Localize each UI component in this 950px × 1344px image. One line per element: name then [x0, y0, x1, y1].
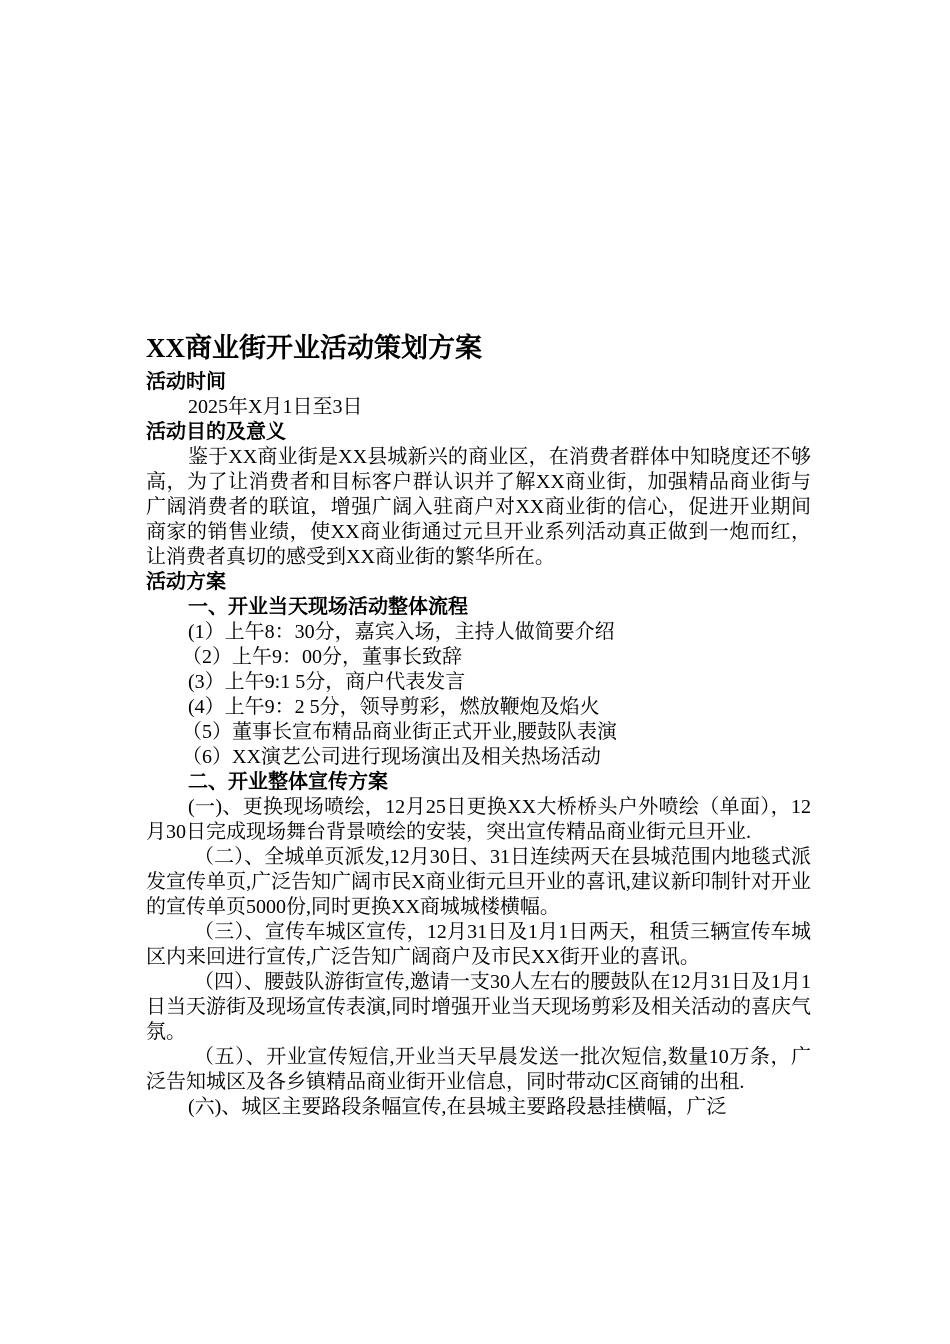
- publicity-paragraph: （二）、全城单页派发,12月30日、31日连续两天在县城范围内地毯式派发宣传单页,广泛告知广阔市民X商业街元旦开业的喜讯,建议新印制针对开业的宣传单页5000份,同时更换XX商城城楼横幅。: [146, 846, 811, 918]
- document-page: [146, 330, 811, 1120]
- section-heading-plan: 活动方案: [146, 571, 226, 593]
- document-title: XX商业街开业活动策划方案: [146, 333, 482, 363]
- list-item: (1）上午8：30分，嘉宾入场，主持人做简要介绍: [188, 621, 615, 643]
- section-heading-time: 活动时间: [146, 371, 226, 393]
- list-item: (3）上午9:1 5分，商户代表发言: [188, 671, 466, 693]
- purpose-paragraph: 鉴于XX商业街是XX县城新兴的商业区，在消费者群体中知晓度还不够高，为了让消费者和目标客户群认识并了解XX商业街，加强精品商业街与广阔消费者的联谊，增强广阔入驻商户对XX商业街的信心，促进开业期间商家的销售业绩，使XX商业街通过元旦开业系列活动真正做到一炮而红，让消费者真切的感受到XX商业街的繁华所在。: [146, 446, 811, 568]
- publicity-paragraph: （五）、开业宣传短信,开业当天早晨发送一批次短信,数量10万条，广泛告知城区及各乡镇精品商业街开业信息，同时带动C区商铺的出租.: [146, 1046, 811, 1093]
- list-item: (4）上午9：2 5分，领导剪彩，燃放鞭炮及焰火: [188, 696, 600, 718]
- subheading-process: 一、开业当天现场活动整体流程: [188, 596, 468, 618]
- publicity-paragraph: （四）、腰鼓队游街宣传,邀请一支30人左右的腰鼓队在12月31日及1月1日当天游街及现场宣传表演,同时增强开业当天现场剪彩及相关活动的喜庆气氛。: [146, 971, 811, 1043]
- list-item: （2）上午9：00分，董事长致辞: [182, 646, 462, 668]
- time-text: 2025年X月1日至3日: [188, 396, 363, 418]
- section-heading-purpose: 活动目的及意义: [146, 421, 286, 443]
- subheading-publicity: 二、开业整体宣传方案: [188, 771, 388, 793]
- publicity-paragraph: （三）、宣传车城区宣传，12月31日及1月1日两天，租赁三辆宣传车城区内来回进行宣传,广泛告知广阔商户及市民XX街开业的喜讯。: [146, 921, 811, 968]
- publicity-paragraph: (一)、更换现场喷绘，12月25日更换XX大桥桥头户外喷绘（单面），12月30日完成现场舞台背景喷绘的安装，突出宣传精品商业街元旦开业.: [146, 796, 811, 843]
- list-item: （5）董事长宣布精品商业街正式开业,腰鼓队表演: [182, 721, 617, 743]
- publicity-paragraph: (六)、城区主要路段条幅宣传,在县城主要路段悬挂横幅，广泛: [188, 1096, 727, 1118]
- list-item: （6）XX演艺公司进行现场演出及相关热场活动: [182, 746, 601, 768]
